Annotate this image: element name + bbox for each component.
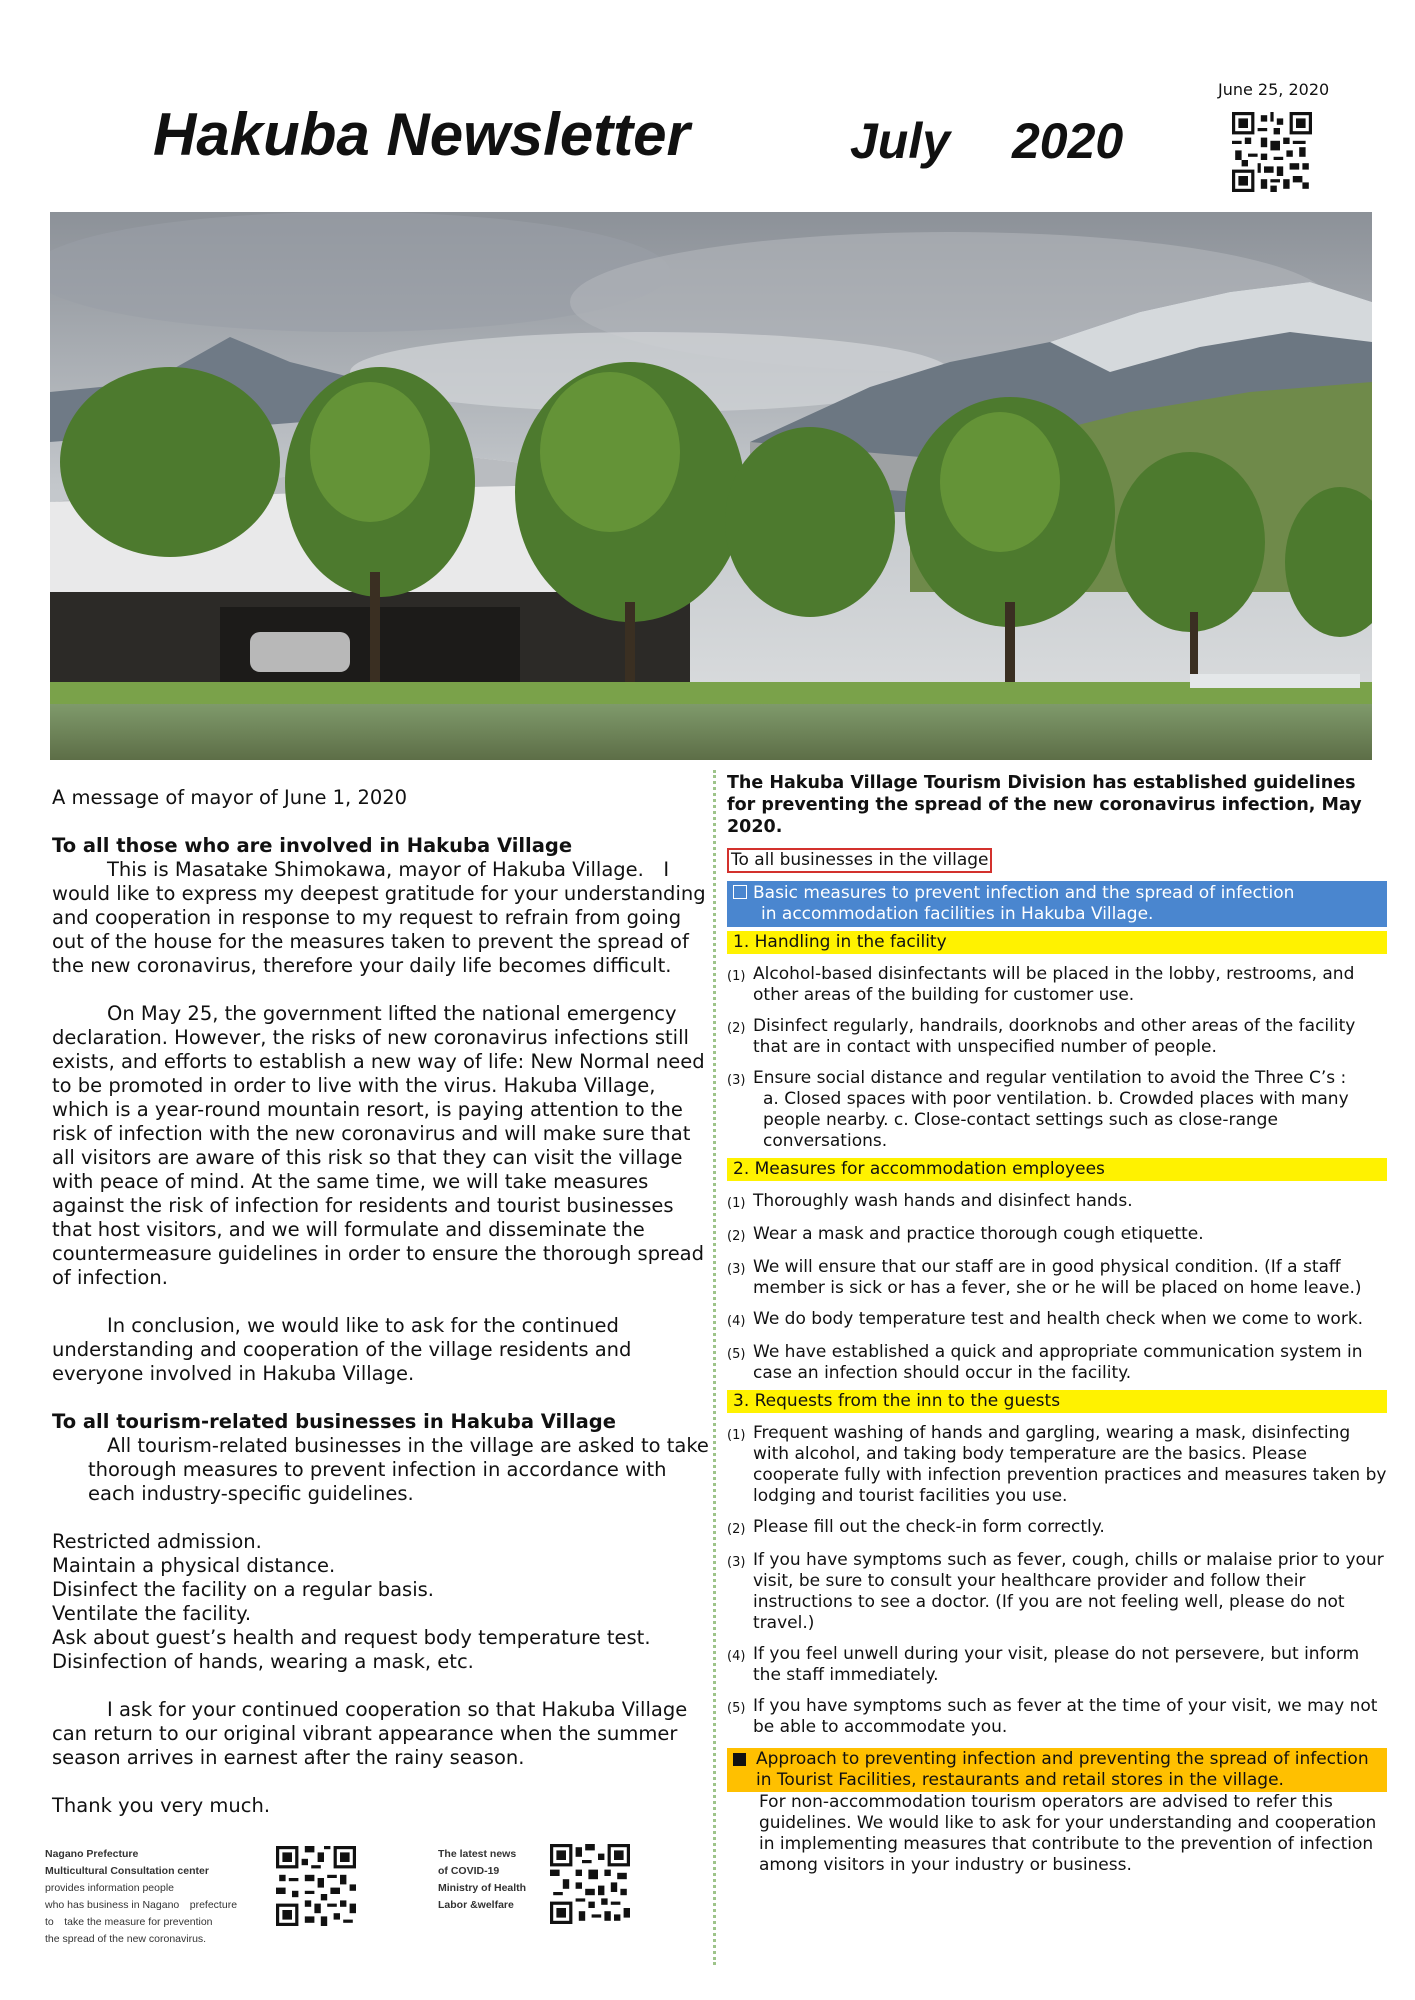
issue-month: July xyxy=(850,113,951,169)
item-number: (1) xyxy=(727,969,746,984)
list-item xyxy=(727,1257,1387,1299)
checkbox-square-icon xyxy=(733,885,747,899)
measure-list-item: Maintain a physical distance. xyxy=(52,1554,336,1577)
section-heading-1: 1. Handling in the facility xyxy=(727,931,1387,954)
footer-line: provides information people xyxy=(45,1882,174,1894)
measure-list-item: Disinfect the facility on a regular basis. xyxy=(52,1578,434,1601)
qr-code-icon[interactable] xyxy=(276,1846,356,1926)
section-heading-3: 3. Requests from the inn to the guests xyxy=(727,1390,1387,1413)
item-number: (1) xyxy=(727,1428,746,1443)
item-text-main: Ensure social distance and regular ventilation to avoid the Three C’s : xyxy=(753,1068,1347,1088)
issue-year: 2020 xyxy=(1012,113,1124,169)
section-heading-2: 2. Measures for accommodation employees xyxy=(727,1158,1387,1181)
message-paragraph-1: This is Masatake Shimokawa, mayor of Hakuba Village. I would like to express my deepest gratitude for your understanding and cooperation in response to my request to refrain from going out of the house for the measures taken to prevent the spread of the new coronavirus, therefore your daily life becomes difficult. xyxy=(52,858,706,977)
item-number: (2) xyxy=(727,1522,746,1537)
publish-date: June 25, 2020 xyxy=(1218,80,1330,99)
item-number: (3) xyxy=(727,1073,746,1088)
item-text: We have established a quick and appropriate communication system in case an infection should occur in the facility. xyxy=(753,1342,1363,1383)
final-note: For non-accommodation tourism operators are advised to refer this guidelines. We would like to ask for your understanding and cooperation in implementing measures that contribute to the prevention of infection among visitors in your industry or business. xyxy=(759,1792,1377,1875)
qr-code-icon[interactable] xyxy=(550,1844,630,1924)
qr-code-icon[interactable] xyxy=(1232,112,1312,192)
banner-text: Approach to preventing infection and preventing the spread of infection in Tourist Facilities, restaurants and retail stores in the village. xyxy=(756,1749,1369,1790)
item-text: If you feel unwell during your visit, please do not persevere, but inform the staff immediately. xyxy=(753,1644,1360,1685)
guidelines-heading: The Hakuba Village Tourism Division has established guidelines for preventing the spread of the new coronavirus infection, May 2020. xyxy=(727,773,1362,837)
column-divider xyxy=(713,770,716,1965)
guidelines-column xyxy=(727,772,1387,1876)
list-item xyxy=(727,1644,1387,1686)
item-text: If you have symptoms such as fever at the time of your visit, we may not be able to accommodate you. xyxy=(753,1696,1378,1737)
list-item xyxy=(727,1696,1387,1738)
footer-line: The latest news xyxy=(438,1848,517,1860)
item-subtext: a. Closed spaces with poor ventilation. b. Crowded places with many people nearby. c. Close-contact settings such as close-range conversations. xyxy=(763,1089,1349,1151)
message-heading-all: To all those who are involved in Hakuba Village xyxy=(52,834,573,857)
boxed-label: To all businesses in the village xyxy=(727,848,992,873)
item-text: Thoroughly wash hands and disinfect hands. xyxy=(753,1191,1133,1211)
banner-line-2: in accommodation facilities in Hakuba Village. xyxy=(761,904,1154,924)
newsletter-title: Hakuba Newsletter xyxy=(153,101,690,168)
message-intro: A message of mayor of June 1, 2020 xyxy=(52,786,408,809)
item-number: (2) xyxy=(727,1021,746,1036)
banner-line-1: Basic measures to prevent infection and the spread of infection xyxy=(753,883,1295,903)
message-paragraph-3: In conclusion, we would like to ask for the continued understanding and cooperation of the village residents and everyone involved in Hakuba Village. xyxy=(52,1314,632,1385)
list-item xyxy=(727,1016,1387,1058)
message-paragraph-5: I ask for your continued cooperation so that Hakuba Village can return to our original vibrant appearance when the summer season arrives in earnest after the rainy season. xyxy=(52,1698,688,1769)
item-number: (4) xyxy=(727,1649,746,1664)
footer-line: Labor &welfare xyxy=(438,1899,514,1911)
item-text: We will ensure that our staff are in good physical condition. (If a staff member is sick or has a fever, she or he will be placed on home leave.) xyxy=(753,1257,1362,1298)
item-text: Disinfect regularly, handrails, doorknobs and other areas of the facility that are in contact with unspecified number of people. xyxy=(753,1016,1356,1057)
item-text: Please fill out the check-in form correctly. xyxy=(753,1517,1105,1537)
footer-line: to take the measure for prevention xyxy=(45,1916,213,1928)
black-square-icon xyxy=(733,1753,746,1766)
footer-line: Nagano Prefecture xyxy=(45,1848,139,1860)
basic-measures-banner xyxy=(727,881,1387,927)
list-item xyxy=(727,1342,1387,1384)
footer-line: who has business in Nagano prefecture xyxy=(45,1899,238,1911)
footer-line: Ministry of Health xyxy=(438,1882,527,1894)
item-text: Frequent washing of hands and gargling, wearing a mask, disinfecting with alcohol, and taking body temperature are the basics. Please cooperate fully with infection prevention practices and measures taken by lodging and tourist facilities you use. xyxy=(753,1423,1387,1506)
tourist-facilities-banner xyxy=(727,1748,1387,1792)
list-item xyxy=(727,1191,1387,1214)
list-item xyxy=(727,964,1387,1006)
list-item xyxy=(727,1423,1387,1507)
item-text: If you have symptoms such as fever, cough, chills or malaise prior to your visit, be sure to consult your healthcare provider and follow their instructions to see a doctor. (If you are not feeling well, please do not travel.) xyxy=(753,1550,1384,1633)
footer-nagano-note xyxy=(45,1846,265,1948)
message-paragraph-4: All tourism-related businesses in the village are asked to take thorough measures to prevent infection in accordance with each industry-specific guidelines. xyxy=(88,1434,709,1505)
item-number: (3) xyxy=(727,1555,746,1570)
mayor-message xyxy=(52,786,712,1818)
item-number: (1) xyxy=(727,1196,746,1211)
item-number: (2) xyxy=(727,1229,746,1244)
item-text xyxy=(753,1068,1387,1152)
item-number: (3) xyxy=(727,1262,746,1277)
message-paragraph-2: On May 25, the government lifted the national emergency declaration. However, the risks of new coronavirus infections still exists, and efforts to establish a new way of life: New Normal need to be promoted in order to live with the virus. Hakuba Village, which is a year-round mountain resort, is paying attention to the risk of infection with the new coronavirus and will make sure that all visitors are aware of this risk so that they can visit the village with peace of mind. At the same time, we will take measures against the risk of infection for residents and tourist businesses that host visitors, and we will formulate and disseminate the countermeasure guidelines in order to ensure the thorough spread of infection. xyxy=(52,1002,705,1289)
footer-covid-note xyxy=(438,1846,538,1914)
list-item xyxy=(727,1550,1387,1634)
item-text: Alcohol-based disinfectants will be placed in the lobby, restrooms, and other areas of the building for customer use. xyxy=(753,964,1355,1005)
measure-list-item: Ventilate the facility. xyxy=(52,1602,252,1625)
item-number: (4) xyxy=(727,1314,746,1329)
footer-line: of COVID-19 xyxy=(438,1865,500,1877)
message-closing: Thank you very much. xyxy=(52,1794,271,1817)
measure-list-item: Ask about guest’s health and request body temperature test. xyxy=(52,1626,651,1649)
message-heading-tourism: To all tourism-related businesses in Hakuba Village xyxy=(52,1410,616,1433)
item-number: (5) xyxy=(727,1701,746,1716)
hero-photo xyxy=(50,212,1372,760)
item-text: We do body temperature test and health check when we come to work. xyxy=(753,1309,1364,1329)
measure-list-item: Disinfection of hands, wearing a mask, etc. xyxy=(52,1650,474,1673)
list-item xyxy=(727,1309,1387,1332)
list-item xyxy=(727,1224,1387,1247)
list-item xyxy=(727,1517,1387,1540)
measure-list-item: Restricted admission. xyxy=(52,1530,262,1553)
list-item xyxy=(727,1068,1387,1152)
footer-line: Multicultural Consultation center xyxy=(45,1865,209,1877)
footer-line: the spread of the new coronavirus. xyxy=(45,1933,207,1945)
item-number: (5) xyxy=(727,1347,746,1362)
item-text: Wear a mask and practice thorough cough etiquette. xyxy=(753,1224,1204,1244)
